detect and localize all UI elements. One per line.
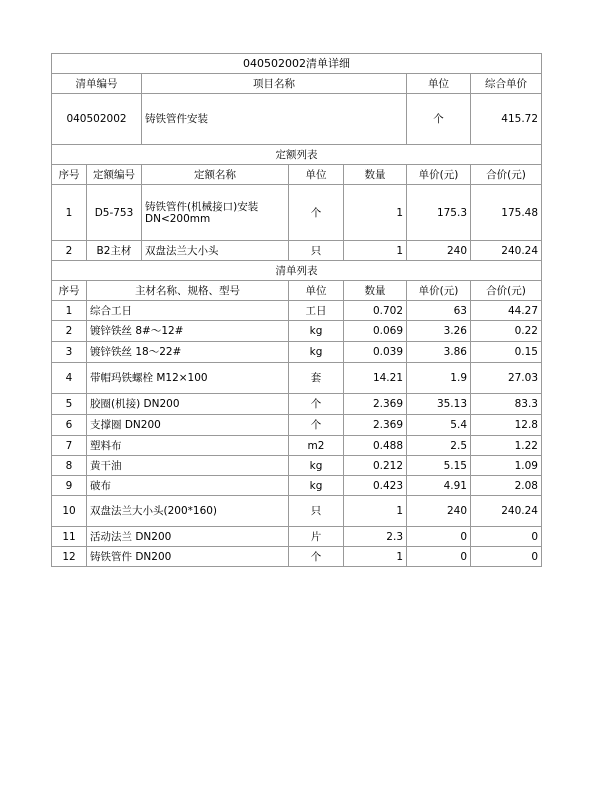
material-total: 12.8 bbox=[471, 415, 542, 436]
material-seq: 4 bbox=[52, 363, 87, 394]
material-price: 35.13 bbox=[407, 394, 471, 415]
material-total: 2.08 bbox=[471, 476, 542, 496]
material-price: 2.5 bbox=[407, 436, 471, 456]
bill-row bbox=[52, 94, 542, 145]
quota-price-header: 单价(元) bbox=[407, 165, 471, 185]
quota-total: 240.24 bbox=[471, 241, 542, 261]
material-unit: kg bbox=[289, 321, 344, 342]
quota-section-title: 定额列表 bbox=[52, 145, 542, 165]
bill-detail-table bbox=[51, 53, 542, 281]
material-name: 镀锌铁丝 8#～12# bbox=[87, 321, 289, 342]
material-qty: 0.488 bbox=[344, 436, 407, 456]
quota-row bbox=[52, 185, 542, 241]
material-header-row bbox=[52, 281, 542, 301]
material-unit: 片 bbox=[289, 527, 344, 547]
material-row bbox=[52, 456, 542, 476]
material-total-header: 合价(元) bbox=[471, 281, 542, 301]
material-row bbox=[52, 436, 542, 456]
material-name-header: 主材名称、规格、型号 bbox=[87, 281, 289, 301]
material-unit-header: 单位 bbox=[289, 281, 344, 301]
quota-total: 175.48 bbox=[471, 185, 542, 241]
material-row bbox=[52, 547, 542, 567]
material-name: 铸铁管件 DN200 bbox=[87, 547, 289, 567]
quota-total-header: 合价(元) bbox=[471, 165, 542, 185]
quota-qty: 1 bbox=[344, 241, 407, 261]
material-name: 破布 bbox=[87, 476, 289, 496]
bill-unit-header: 单位 bbox=[407, 74, 471, 94]
material-price: 240 bbox=[407, 496, 471, 527]
material-price: 0 bbox=[407, 547, 471, 567]
quota-code: B2主材 bbox=[87, 241, 142, 261]
material-qty: 0.423 bbox=[344, 476, 407, 496]
material-unit: 个 bbox=[289, 394, 344, 415]
material-seq: 10 bbox=[52, 496, 87, 527]
material-price: 63 bbox=[407, 301, 471, 321]
material-seq: 5 bbox=[52, 394, 87, 415]
material-seq: 7 bbox=[52, 436, 87, 456]
material-name: 综合工日 bbox=[87, 301, 289, 321]
bill-code: 040502002 bbox=[52, 94, 142, 145]
material-row bbox=[52, 415, 542, 436]
quota-row bbox=[52, 241, 542, 261]
quota-name-header: 定额名称 bbox=[142, 165, 289, 185]
quota-seq: 1 bbox=[52, 185, 87, 241]
material-total: 27.03 bbox=[471, 363, 542, 394]
material-total: 0.22 bbox=[471, 321, 542, 342]
material-unit: kg bbox=[289, 342, 344, 363]
quota-name: 双盘法兰大小头 bbox=[142, 241, 289, 261]
material-qty: 2.369 bbox=[344, 415, 407, 436]
material-qty: 14.21 bbox=[344, 363, 407, 394]
material-total: 240.24 bbox=[471, 496, 542, 527]
material-price: 4.91 bbox=[407, 476, 471, 496]
quota-qty-header: 数量 bbox=[344, 165, 407, 185]
material-seq: 9 bbox=[52, 476, 87, 496]
material-unit: 套 bbox=[289, 363, 344, 394]
material-price: 0 bbox=[407, 527, 471, 547]
material-seq: 8 bbox=[52, 456, 87, 476]
material-seq: 3 bbox=[52, 342, 87, 363]
material-name: 胶圈(机接) DN200 bbox=[87, 394, 289, 415]
material-row bbox=[52, 476, 542, 496]
material-price-header: 单价(元) bbox=[407, 281, 471, 301]
material-table bbox=[51, 280, 542, 567]
table-title: 040502002清单详细 bbox=[52, 54, 542, 74]
material-total: 0.15 bbox=[471, 342, 542, 363]
quota-price: 175.3 bbox=[407, 185, 471, 241]
material-qty: 0.039 bbox=[344, 342, 407, 363]
material-name: 塑料布 bbox=[87, 436, 289, 456]
material-seq: 1 bbox=[52, 301, 87, 321]
material-row bbox=[52, 527, 542, 547]
material-seq: 2 bbox=[52, 321, 87, 342]
material-name: 带帽玛铁螺栓 M12×100 bbox=[87, 363, 289, 394]
material-qty: 0.069 bbox=[344, 321, 407, 342]
material-price: 5.4 bbox=[407, 415, 471, 436]
material-row bbox=[52, 496, 542, 527]
material-qty: 2.369 bbox=[344, 394, 407, 415]
material-row bbox=[52, 342, 542, 363]
material-unit: m2 bbox=[289, 436, 344, 456]
bill-header-row bbox=[52, 74, 542, 94]
material-unit: 工日 bbox=[289, 301, 344, 321]
material-row bbox=[52, 394, 542, 415]
material-total: 0 bbox=[471, 547, 542, 567]
material-seq: 6 bbox=[52, 415, 87, 436]
material-qty: 2.3 bbox=[344, 527, 407, 547]
material-name: 镀锌铁丝 18～22# bbox=[87, 342, 289, 363]
quota-price: 240 bbox=[407, 241, 471, 261]
material-seq: 12 bbox=[52, 547, 87, 567]
material-seq-header: 序号 bbox=[52, 281, 87, 301]
material-name: 支撑圈 DN200 bbox=[87, 415, 289, 436]
quota-seq: 2 bbox=[52, 241, 87, 261]
quota-code-header: 定额编号 bbox=[87, 165, 142, 185]
bill-name-header: 项目名称 bbox=[142, 74, 407, 94]
material-total: 1.09 bbox=[471, 456, 542, 476]
material-unit: 个 bbox=[289, 547, 344, 567]
material-unit: kg bbox=[289, 456, 344, 476]
material-row bbox=[52, 321, 542, 342]
material-total: 44.27 bbox=[471, 301, 542, 321]
material-price: 3.86 bbox=[407, 342, 471, 363]
quota-name: 铸铁管件(机械接口)安装 DN<200mm bbox=[142, 185, 289, 241]
material-total: 83.3 bbox=[471, 394, 542, 415]
quota-unit-header: 单位 bbox=[289, 165, 344, 185]
material-total: 0 bbox=[471, 527, 542, 547]
quota-header-row bbox=[52, 165, 542, 185]
material-name: 黄干油 bbox=[87, 456, 289, 476]
quota-unit: 个 bbox=[289, 185, 344, 241]
bill-unit: 个 bbox=[407, 94, 471, 145]
material-name: 双盘法兰大小头(200*160) bbox=[87, 496, 289, 527]
material-qty-header: 数量 bbox=[344, 281, 407, 301]
material-name: 活动法兰 DN200 bbox=[87, 527, 289, 547]
material-price: 1.9 bbox=[407, 363, 471, 394]
quota-qty: 1 bbox=[344, 185, 407, 241]
material-price: 3.26 bbox=[407, 321, 471, 342]
material-total: 1.22 bbox=[471, 436, 542, 456]
material-qty: 1 bbox=[344, 496, 407, 527]
bill-price-header: 综合单价 bbox=[471, 74, 542, 94]
material-row bbox=[52, 301, 542, 321]
material-qty: 1 bbox=[344, 547, 407, 567]
material-qty: 0.702 bbox=[344, 301, 407, 321]
bill-price: 415.72 bbox=[471, 94, 542, 145]
quota-seq-header: 序号 bbox=[52, 165, 87, 185]
quota-unit: 只 bbox=[289, 241, 344, 261]
material-qty: 0.212 bbox=[344, 456, 407, 476]
quota-code: D5-753 bbox=[87, 185, 142, 241]
material-unit: kg bbox=[289, 476, 344, 496]
material-row bbox=[52, 363, 542, 394]
bill-code-header: 清单编号 bbox=[52, 74, 142, 94]
material-unit: 只 bbox=[289, 496, 344, 527]
bill-name: 铸铁管件安装 bbox=[142, 94, 407, 145]
material-section-title: 清单列表 bbox=[52, 261, 542, 281]
material-seq: 11 bbox=[52, 527, 87, 547]
material-price: 5.15 bbox=[407, 456, 471, 476]
material-unit: 个 bbox=[289, 415, 344, 436]
